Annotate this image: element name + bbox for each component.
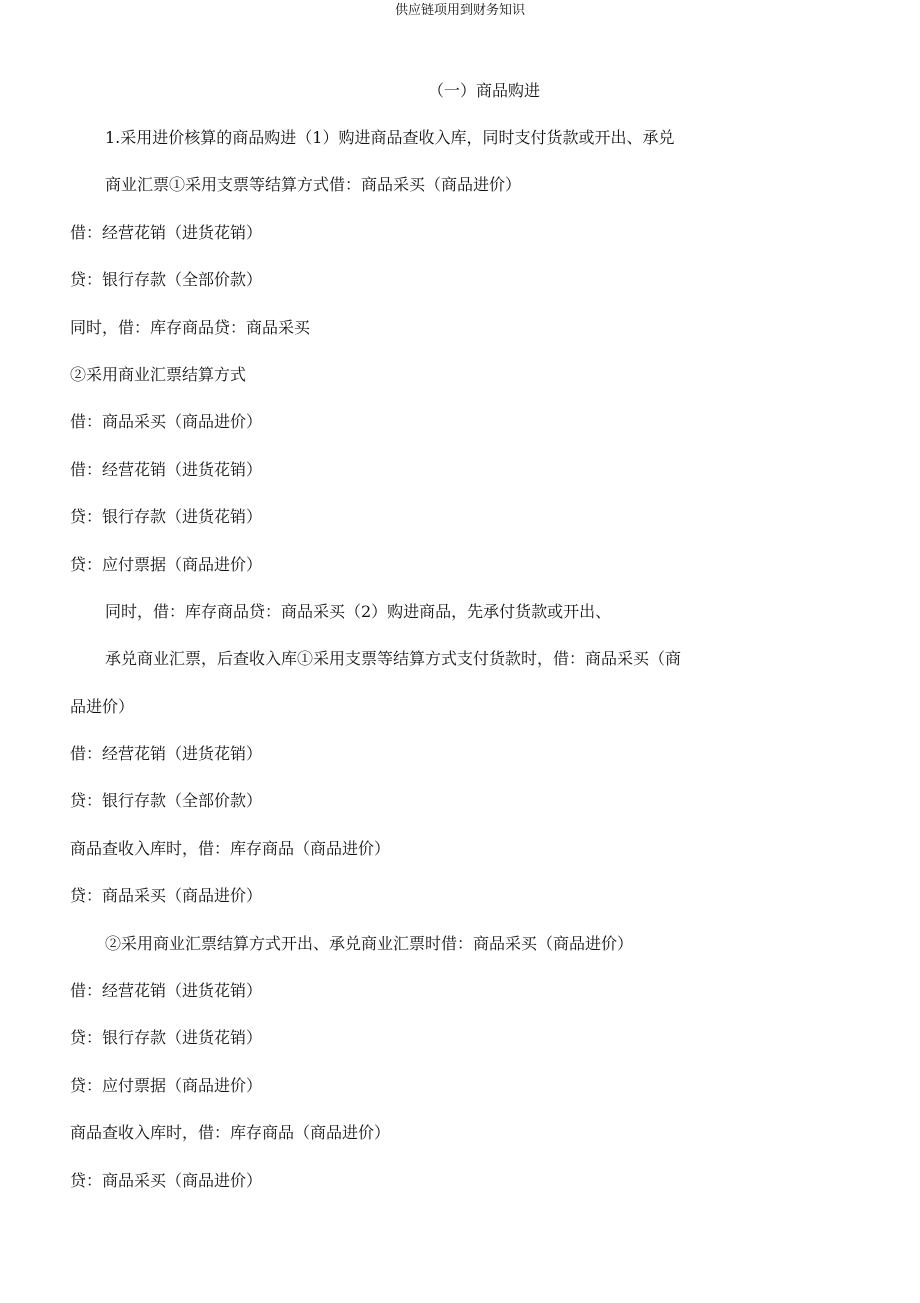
paragraph-line: 借：经营花销（进货花销） — [70, 459, 263, 479]
paragraph-line: ②采用商业汇票结算方式 — [70, 364, 247, 384]
paragraph-line: 借：经营花销（进货花销） — [70, 222, 263, 242]
paragraph-line: 贷：应付票据（商品进价） — [70, 554, 263, 574]
paragraph-line: 商品查收入库时，借：库存商品（商品进价） — [70, 838, 391, 858]
paragraph-line: 借：经营花销（进货花销） — [70, 981, 263, 1001]
paragraph-line: 贷：银行存款（全部价款） — [70, 270, 263, 290]
paragraph-line: 商品查收入库时，借：库存商品（商品进价） — [70, 1123, 391, 1143]
paragraph-line: 贷：商品采买（商品进价） — [70, 886, 263, 906]
paragraph-line: 贷：银行存款（进货花销） — [70, 1028, 263, 1048]
paragraph-line: ②采用商业汇票结算方式开出、承兑商业汇票时借：商品采买（商品进价） — [105, 933, 634, 953]
paragraph-line: 同时，借：库存商品贷：商品采买 — [70, 317, 311, 337]
document-body — [70, 127, 750, 1217]
paragraph-line: 借：商品采买（商品进价） — [70, 412, 263, 432]
paragraph-line: 贷：银行存款（全部价款） — [70, 791, 263, 811]
paragraph-line: 借：经营花销（进货花销） — [70, 744, 263, 764]
page-header: 供应链项用到财务知识 — [394, 3, 525, 18]
paragraph-line: 承兑商业汇票，后查收入库①采用支票等结算方式支付货款时，借：商品采买（商 — [105, 649, 682, 669]
section-title: （一）商品购进 — [427, 81, 540, 100]
paragraph-line: 贷：商品采买（商品进价） — [70, 1170, 263, 1190]
paragraph-line: 同时，借：库存商品贷：商品采买（2）购进商品，先承付货款或开出、 — [105, 601, 612, 621]
paragraph-line: 贷：应付票据（商品进价） — [70, 1075, 263, 1095]
paragraph-line: 贷：银行存款（进货花销） — [70, 507, 263, 527]
paragraph-line: 商业汇票①采用支票等结算方式借：商品采买（商品进价） — [105, 175, 522, 195]
paragraph-line: 1.采用进价核算的商品购进（1）购进商品查收入库，同时支付货款或开出、承兑 — [105, 128, 675, 147]
paragraph-line: 品进价） — [70, 696, 135, 716]
